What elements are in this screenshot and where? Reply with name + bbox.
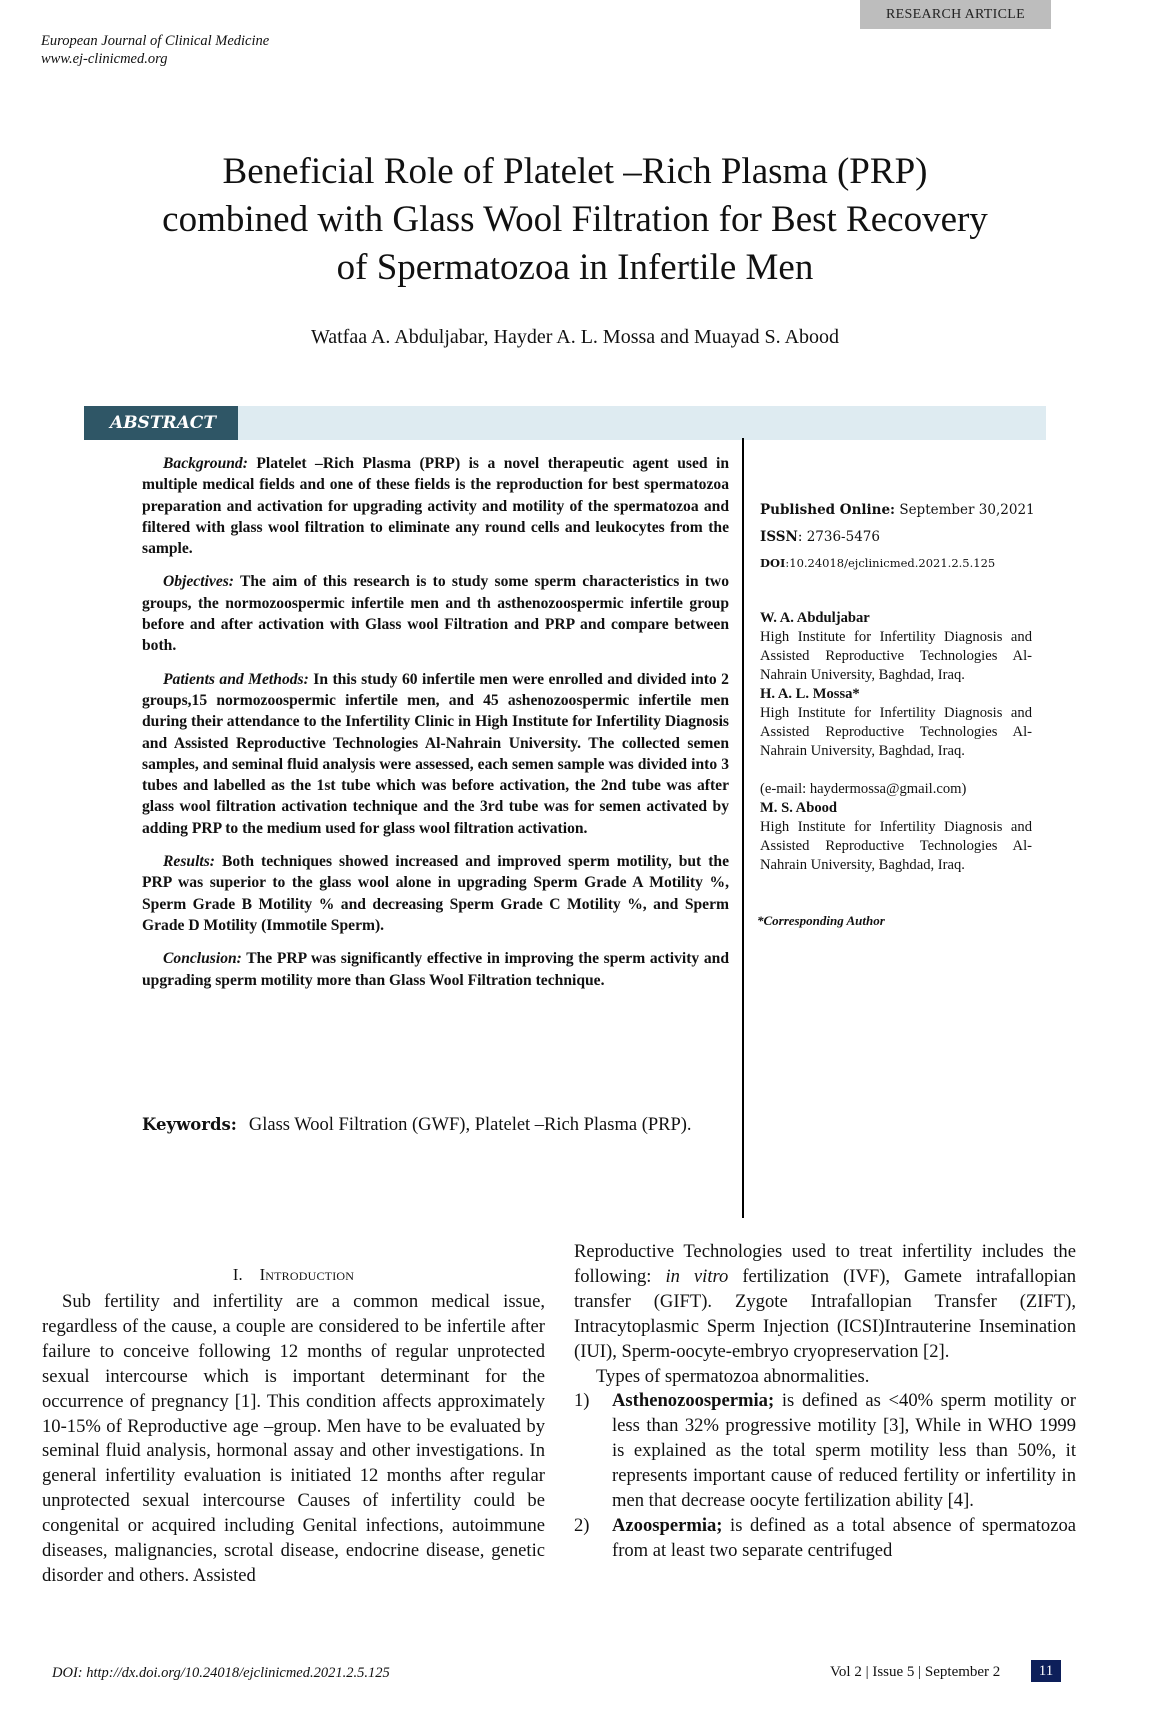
author-list: Watfaa A. Abduljabar, Hayder A. L. Mossa and Muayad S. Abood bbox=[310, 326, 840, 348]
intro-paragraph: Sub fertility and infertility are a common medical issue, regardless of the cause, a couple are considered to be infertile after failure to conceive following 12 months of regular unprotected sexual intercourse which is important determinant for the occurrence of pregnancy [1]. This condition affects approximately 10-15% of Reproductive age –group. Men have to be evaluated by seminal fluid analysis, hormonal assay and other investigations. In general infertility evaluation is initiated 12 months after regular unprotected sexual intercourse Causes of infertility could be congenital or acquired including Genital infections, autoimmune diseases, malignancies, scrotal disease, endocrine disease, genetic disorder and others. Assisted bbox=[42, 1291, 545, 1586]
affiliation-name: W. A. Abduljabar bbox=[760, 610, 870, 626]
intro-paragraph-continued: Reproductive Technologies used to treat infertility includes the following: in vitro fertilization (IVF), Gamete intrafallopian transfer (GIFT). Zygote Intrafallopian Transfer (ZIFT), Intracytoplasmic Sperm Injection (ICSI)Intrauterine Insemination (IUI), Sperm-oocyte-embryo cryopreservation [2]. bbox=[574, 1241, 1077, 1362]
body-column-right bbox=[574, 1240, 1076, 1564]
footer-volume: Vol 2 | Issue 5 | September 2 bbox=[830, 1664, 1001, 1680]
abstract-methods: Patients and Methods: In this study 60 infertile men were enrolled and divided into 2 groups,15 normozoospermic infertile men, and 45 ashenozoospermic infertile men during their attendance to the Infertility Clinic in High Institute for Infertility Diagnosis and Assisted Reproductive Technologies Al-Nahrain University. The collected semen samples, and seminal fluid analysis were assessed, each semen sample was divided into 3 tubes and labelled as the 1st tube which was before activation, the 2nd tube was after glass wool filtration activation technique and the 3rd tube was for semen activated by adding PRP to the medium used for glass wool filtration activation. bbox=[142, 670, 729, 837]
doi: DOI:10.24018/ejclinicmed.2021.2.5.125 bbox=[760, 556, 996, 570]
abstract-objectives: Objectives: The aim of this research is to study some sperm characteristics in two groups, the normozoospermic infertile men and th asthenozoospermic infertile group before and after activation with Glass wool Filtration and PRP and compare between both. bbox=[142, 573, 729, 655]
affiliation-institution: High Institute for Infertility Diagnosis and Assisted Reproductive Technologies Al-Nahrain University, Baghdad, Iraq. bbox=[760, 629, 1032, 683]
publication-meta bbox=[760, 502, 1060, 581]
footer-doi-link[interactable]: DOI: http://dx.doi.org/10.24018/ejclinicmed.2021.2.5.125 bbox=[52, 1665, 390, 1681]
published-online: Published Online: September 30,2021 bbox=[760, 502, 1035, 518]
affiliation-name: M. S. Abood bbox=[760, 800, 838, 816]
keywords-value: Glass Wool Filtration (GWF), Platelet –Rich Plasma (PRP). bbox=[248, 1115, 692, 1135]
abstract-results: Results: Both techniques showed increased and improved sperm motility, but the PRP was superior to the glass wool alone in upgrading Sperm Grade A Motility %, Sperm Grade B Motility % and decreasing Sperm Grade C Motility %, and Sperm Grade D Motility (Immotile Sperm). bbox=[142, 853, 729, 934]
journal-name: European Journal of Clinical Medicine bbox=[41, 33, 270, 49]
column-divider bbox=[742, 438, 744, 1218]
title-line-2: combined with Glass Wool Filtration for Best Recovery bbox=[162, 199, 988, 240]
affiliation-name: H. A. L. Mossa* bbox=[760, 686, 860, 702]
title-line-1: Beneficial Role of Platelet –Rich Plasma (PRP) bbox=[222, 151, 928, 192]
affiliation-institution: High Institute for Infertility Diagnosis and Assisted Reproductive Technologies Al-Nahrain University, Baghdad, Iraq. bbox=[760, 705, 1032, 759]
abstract-body bbox=[142, 453, 729, 1003]
keywords-label: Keywords: bbox=[142, 1115, 237, 1134]
paper-title bbox=[60, 148, 1090, 292]
page-number: 11 bbox=[1031, 1660, 1061, 1682]
spacer bbox=[760, 761, 1032, 780]
abstract-heading: ABSTRACT bbox=[84, 406, 238, 440]
abstract-background: Background: Platelet –Rich Plasma (PRP) is a novel therapeutic agent used in multiple medical fields and one of these fields is the reproduction for best spermatozoa preparation and activation for upgrading activity and motility of the spermatozoa and filtered with glass wool filtration to eliminate any round cells and leukocytes from the sample. bbox=[142, 455, 729, 558]
keywords bbox=[142, 1113, 742, 1137]
abstract-conclusion: Conclusion: The PRP was significantly effective in improving the sperm activity and upgrading sperm motility more than Glass Wool Filtration technique. bbox=[142, 950, 729, 989]
title-line-3: of Spermatozoa in Infertile Men bbox=[336, 247, 814, 288]
author-email[interactable]: (e-mail: haydermossa@gmail.com) bbox=[760, 781, 967, 797]
journal-url[interactable]: www.ej-clinicmed.org bbox=[41, 51, 168, 67]
list-item: 2) Azoospermia; is defined as a total absence of spermatozoa from at least two separate centrifuged bbox=[574, 1514, 1076, 1561]
types-heading: Types of spermatozoa abnormalities. bbox=[596, 1365, 870, 1387]
issn: ISSN: 2736-5476 bbox=[760, 529, 880, 545]
section-heading-introduction: I. Introduction bbox=[232, 1265, 355, 1284]
author-affiliations bbox=[760, 609, 1032, 875]
affiliation-institution: High Institute for Infertility Diagnosis and Assisted Reproductive Technologies Al-Nahrain University, Baghdad, Iraq. bbox=[760, 819, 1032, 873]
journal-header bbox=[41, 32, 269, 68]
article-type-badge: RESEARCH ARTICLE bbox=[860, 0, 1051, 29]
abnormalities-list bbox=[574, 1389, 1076, 1563]
list-item: 1) Asthenozoospermia; is defined as <40% sperm motility or less than 32% progressive motility [3], While in WHO 1999 is explained as the total sperm motility less than 50%, it represents important cause of reduced fertility or infertility in men that decrease oocyte fertilization ability [4]. bbox=[574, 1390, 1076, 1512]
body-column-left bbox=[42, 1290, 545, 1589]
corresponding-author-note: *Corresponding Author bbox=[757, 913, 885, 928]
